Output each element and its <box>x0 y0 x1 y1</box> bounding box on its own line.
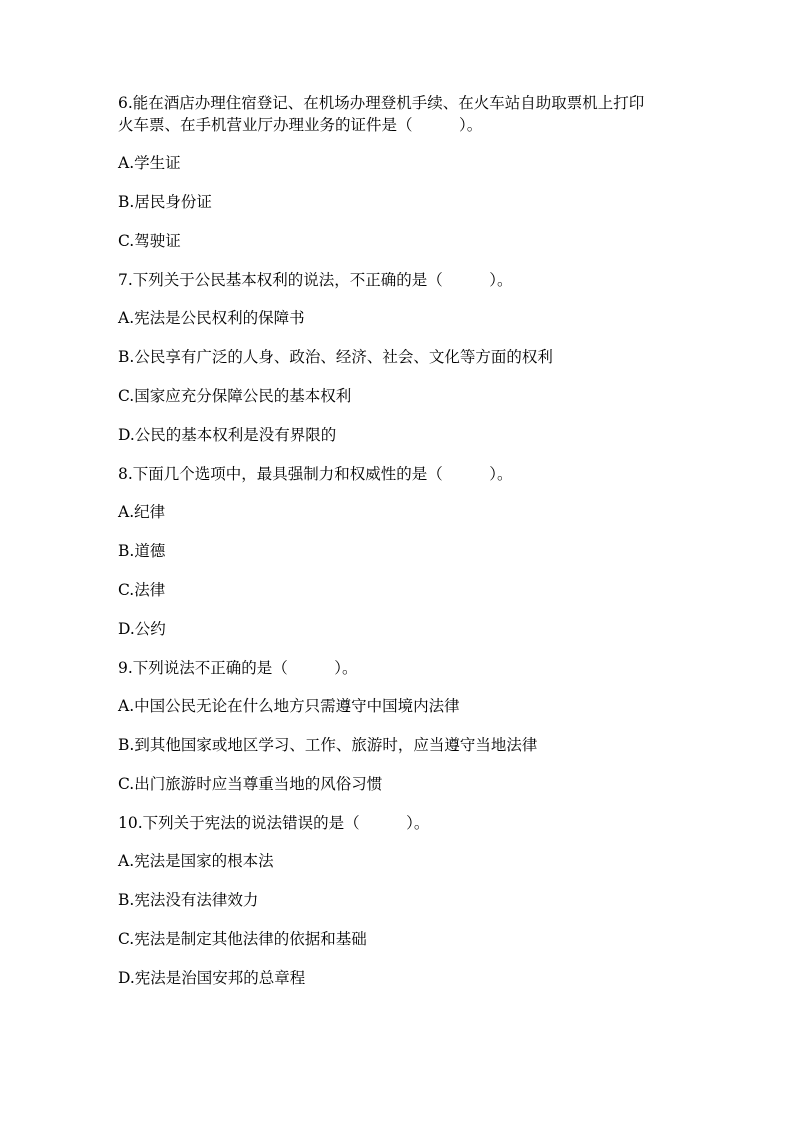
document-page <box>118 92 678 989</box>
question-8-option-d: D.公约 <box>118 620 166 638</box>
question-9-option-c: C.出门旅游时应当尊重当地的风俗习惯 <box>118 775 383 793</box>
question-7-option-d: D.公民的基本权利是没有界限的 <box>118 426 337 444</box>
question-10 <box>118 812 678 989</box>
question-8-option-b: B.道德 <box>118 542 166 560</box>
question-10-option-d: D.宪法是治国安邦的总章程 <box>118 969 306 987</box>
question-10-option-c: C.宪法是制定其他法律的依据和基础 <box>118 930 367 948</box>
question-7-option-a: A.宪法是公民权利的保障书 <box>118 309 305 327</box>
question-7-option-c: C.国家应充分保障公民的基本权利 <box>118 387 352 405</box>
question-8-stem: 8.下面几个选项中，最具强制力和权威性的是（ ）。 <box>118 465 513 483</box>
question-10-option-a: A.宪法是国家的根本法 <box>118 852 274 870</box>
question-10-option-b: B.宪法没有法律效力 <box>118 891 259 909</box>
question-9-option-b: B.到其他国家或地区学习、工作、旅游时，应当遵守当地法律 <box>118 736 538 754</box>
question-8-option-c: C.法律 <box>118 581 166 599</box>
question-6 <box>118 92 678 252</box>
question-10-stem: 10.下列关于宪法的说法错误的是（ ）。 <box>118 814 430 832</box>
question-8 <box>118 463 678 640</box>
question-9-option-a: A.中国公民无论在什么地方只需遵守中国境内法律 <box>118 697 460 715</box>
question-6-stem-line-2: 火车票、在手机营业厅办理业务的证件是（ ）。 <box>118 116 483 134</box>
question-6-option-c: C.驾驶证 <box>118 232 181 250</box>
question-6-option-b: B.居民身份证 <box>118 193 212 211</box>
question-7 <box>118 269 678 446</box>
question-8-option-a: A.纪律 <box>118 503 166 521</box>
question-9-stem: 9.下列说法不正确的是（ ）。 <box>118 659 358 677</box>
question-6-stem-line-1: 6.能在酒店办理住宿登记、在机场办理登机手续、在火车站自助取票机上打印 <box>118 94 645 112</box>
question-9 <box>118 657 678 795</box>
question-7-stem: 7.下列关于公民基本权利的说法，不正确的是（ ）。 <box>118 271 513 289</box>
question-6-option-a: A.学生证 <box>118 154 181 172</box>
question-7-option-b: B.公民享有广泛的人身、政治、经济、社会、文化等方面的权利 <box>118 348 553 366</box>
